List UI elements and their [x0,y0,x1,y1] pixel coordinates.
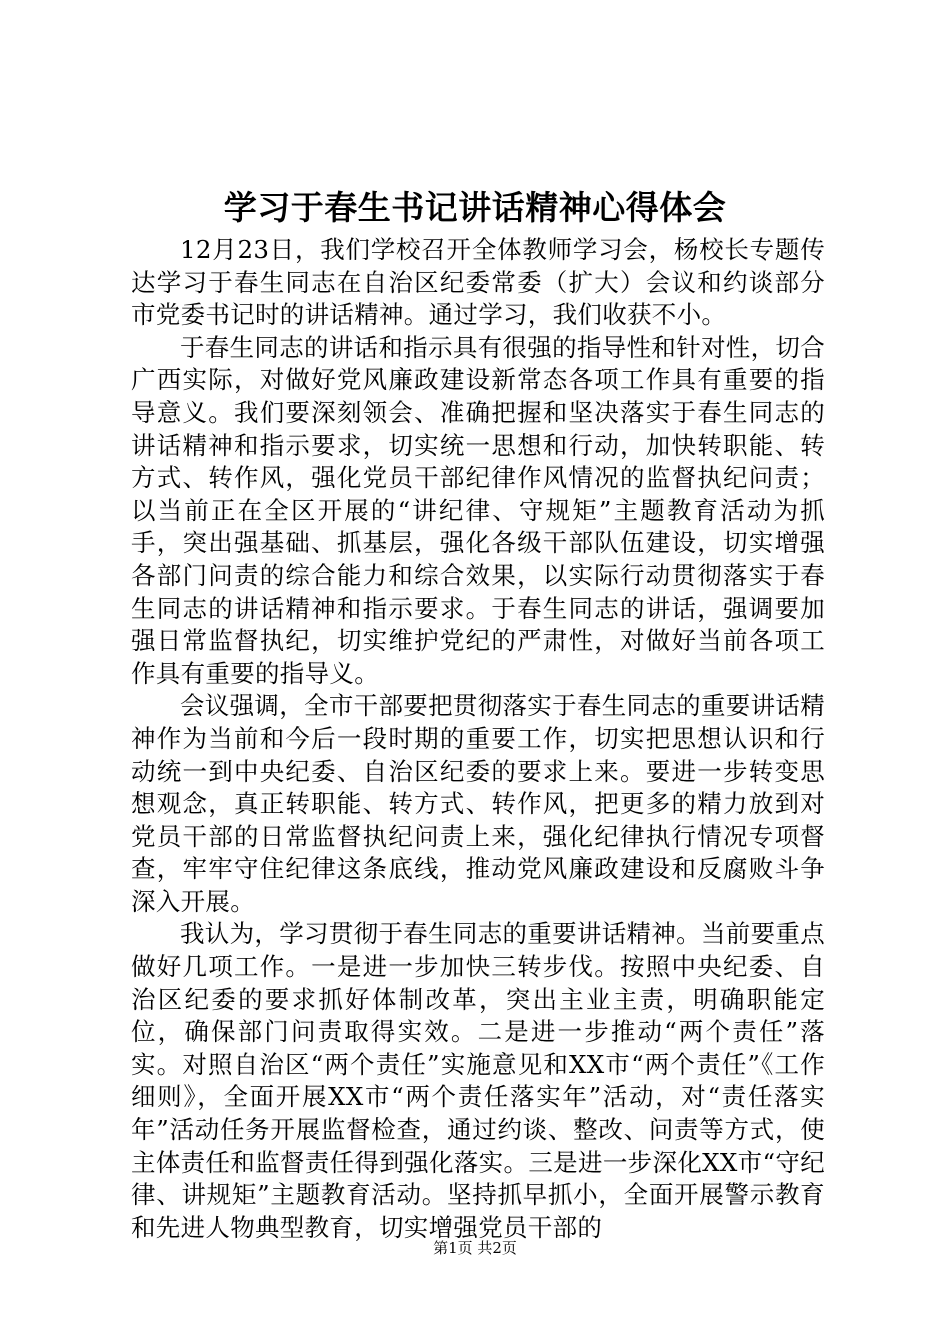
paragraph-3: 会议强调，全市干部要把贯彻落实于春生同志的重要讲话精神作为当前和今后一段时期的重要工作，切实把思想认识和行动统一到中央纪委、自治区纪委的要求上来。要进一步转变思想观念，真正转职能、转方式、转作风，把更多的精力放到对党员干部的日常监督执纪问责上来，强化纪律执行情况专项督查，牢牢守住纪律这条底线，推动党风廉政建设和反腐败斗争深入开展。 [131,691,825,916]
paragraph-2: 于春生同志的讲话和指示具有很强的指导性和针对性，切合广西实际，对做好党风廉政建设新常态各项工作具有重要的指导意义。我们要深刻领会、准确把握和坚决落实于春生同志的讲话精神和指示要求，切实统一思想和行动，加快转职能、转方式、转作风，强化党员干部纪律作风情况的监督执纪问责；以当前正在全区开展的“讲纪律、守规矩”主题教育活动为抓手，突出强基础、抓基层，强化各级干部队伍建设，切实增强各部门问责的综合能力和综合效果，以实际行动贯彻落实于春生同志的讲话精神和指示要求。于春生同志的讲话，强调要加强日常监督执纪，切实维护党纪的严肃性，对做好当前各项工作具有重要的指导义。 [131,332,825,688]
document-title: 学习于春生书记讲话精神心得体会 [223,188,727,227]
page-number-footer: 第1页 共2页 [433,1239,517,1257]
paragraph-4: 我认为，学习贯彻于春生同志的重要讲话精神。当前要重点做好几项工作。一是进一步加快三转步伐。按照中央纪委、自治区纪委的要求抓好体制改革，突出主业主责，明确职能定位，确保部门问责取得实效。二是进一步推动“两个责任”落实。对照自治区“两个责任”实施意见和XX市“两个责任”《工作细则》，全面开展XX市“两个责任落实年”活动，对“责任落实年”活动任务开展监督检查，通过约谈、整改、问责等方式，使主体责任和监督责任得到强化落实。三是进一步深化XX市“守纪律、讲规矩”主题教育活动。坚持抓早抓小，全面开展警示教育和先进人物典型教育，切实增强党员干部的 [131,919,826,1242]
paragraph-1: 12月23日，我们学校召开全体教师学习会，杨校长专题传达学习于春生同志在自治区纪委常委（扩大）会议和约谈部分市党委书记时的讲话精神。通过学习，我们收获不小。 [131,235,825,330]
document-body [131,234,825,1244]
